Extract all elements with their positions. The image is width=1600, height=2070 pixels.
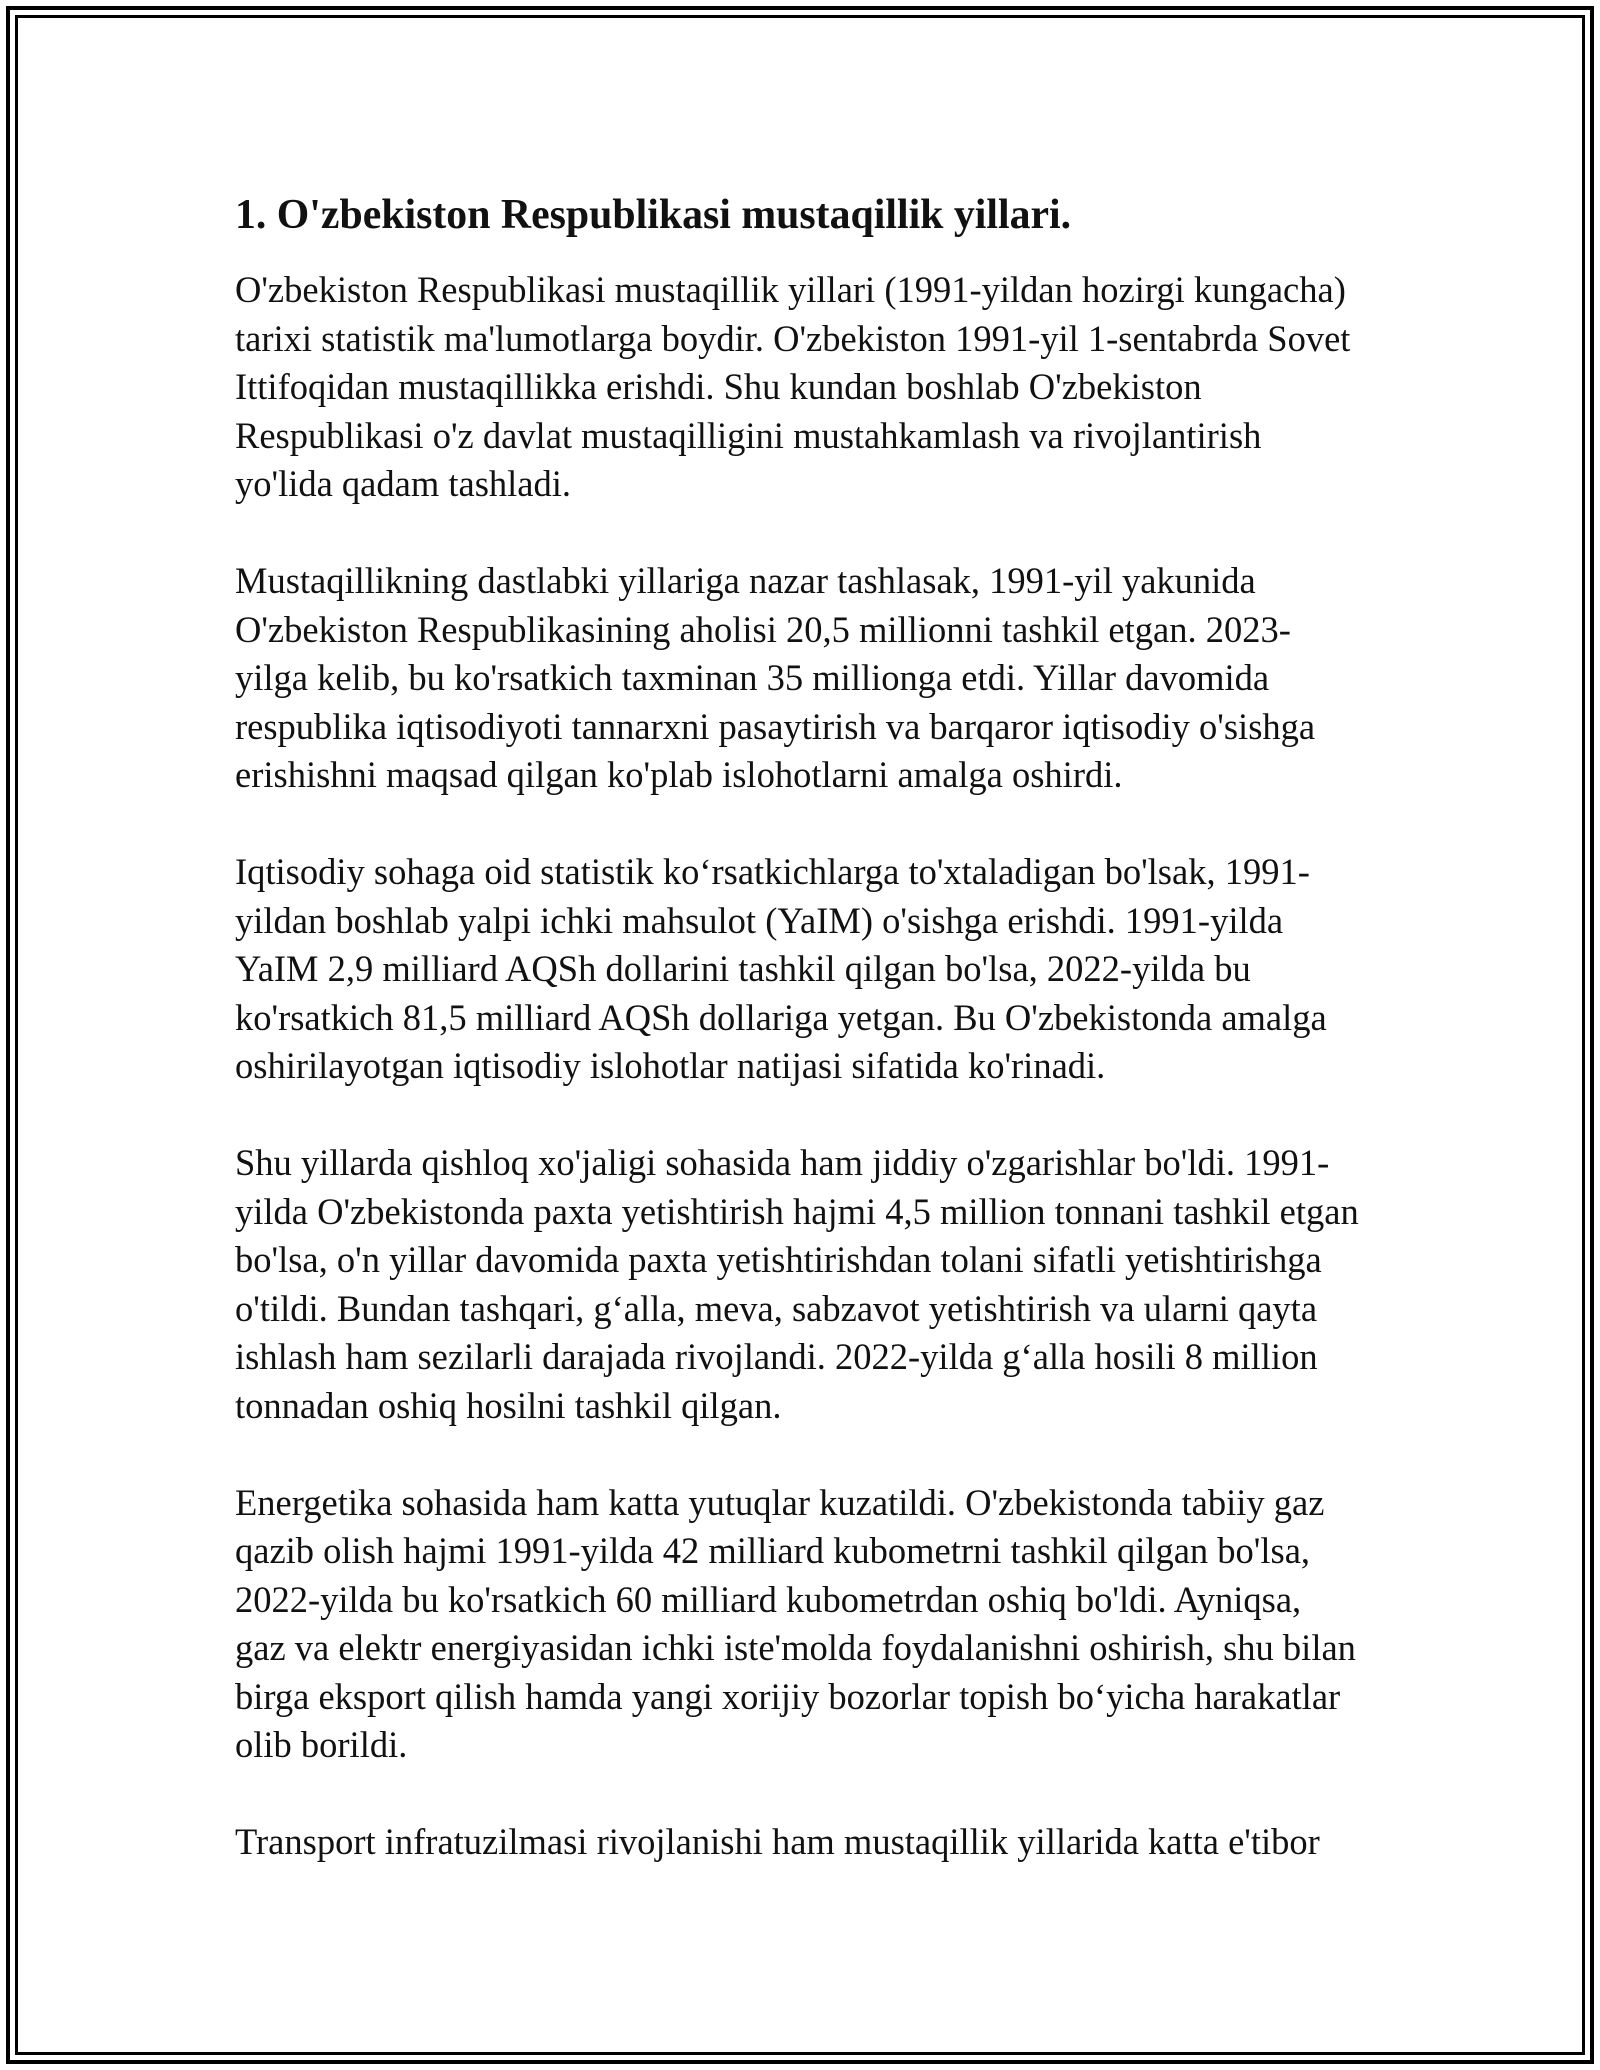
paragraph-line: gaz va elektr energiyasidan ichki iste'molda foydalanishni oshirish, shu bilan <box>235 1627 1356 1668</box>
paragraph-line: Energetika sohasida ham katta yutuqlar kuzatildi. O'zbekistonda tabiiy gaz <box>235 1481 1325 1523</box>
paragraph-line: Mustaqillikning dastlabki yillariga nazar tashlasak, 1991-yil yakunida <box>235 560 1256 601</box>
paragraph-line: tarixi statistik ma'lumotlarga boydir. O'zbekiston 1991-yil 1-sentabrda Sovet <box>235 317 1351 359</box>
paragraph-line: birga eksport qilish hamda yangi xorijiy bozorlar topish bo‘yicha harakatlar <box>235 1675 1341 1717</box>
paragraph-line: Iqtisodiy sohaga oid statistik ko‘rsatkichlarga to'xtaladigan bo'lsak, 1991- <box>235 851 1310 892</box>
paragraph-line: Shu yillarda qishloq xo'jaligi sohasida ham jiddiy o'zgarishlar bo'ldi. 1991- <box>235 1142 1330 1183</box>
document-body <box>235 266 1565 1915</box>
paragraph <box>235 266 1565 509</box>
paragraph-line: oshirilayotgan iqtisodiy islohotlar natijasi sifatida ko'rinadi. <box>235 1045 1106 1086</box>
paragraph-line: tonnadan oshiq hosilni tashkil qilgan. <box>235 1384 782 1426</box>
paragraph-line: Ittifoqidan mustaqillikka erishdi. Shu kundan boshlab O'zbekiston <box>235 366 1202 407</box>
paragraph-line: erishishni maqsad qilgan ko'plab islohotlarni amalga oshirdi. <box>235 754 1123 795</box>
paragraph <box>235 1139 1565 1430</box>
paragraph-line: Respublikasi o'z davlat mustaqilligini mustahkamlash va rivojlantirish <box>235 414 1262 456</box>
paragraph-line: ko'rsatkich 81,5 milliard AQSh dollariga yetgan. Bu O'zbekistonda amalga <box>235 996 1327 1038</box>
paragraph <box>235 1818 1565 1867</box>
paragraph-line: ishlash ham sezilarli darajada rivojlandi. 2022-yilda g‘alla hosili 8 million <box>235 1336 1318 1377</box>
paragraph-line: o'tildi. Bundan tashqari, g‘alla, meva, sabzavot yetishtirish va ularni qayta <box>235 1287 1318 1329</box>
paragraph-line: olib borildi. <box>235 1724 408 1765</box>
section-title: 1. O'zbekiston Respublikasi mustaqillik yillari. <box>235 192 1072 238</box>
paragraph-line: bo'lsa, o'n yillar davomida paxta yetishtirishdan tolani sifatli yetishtirishga <box>235 1239 1322 1280</box>
paragraph-line: yo'lida qadam tashladi. <box>235 463 572 504</box>
paragraph-line: yilga kelib, bu ko'rsatkich taxminan 35 millionga etdi. Yillar davomida <box>235 657 1270 698</box>
paragraph-line: O'zbekiston Respublikasi mustaqillik yillari (1991-yildan hozirgi kungacha) <box>235 269 1346 310</box>
paragraph-line: yilda O'zbekistonda paxta yetishtirish hajmi 4,5 million tonnani tashkil etgan <box>235 1190 1359 1232</box>
paragraph <box>235 1479 1565 1770</box>
paragraph-line: O'zbekiston Respublikasining aholisi 20,5 millionni tashkil etgan. 2023- <box>235 608 1291 650</box>
paragraph-line: 2022-yilda bu ko'rsatkich 60 milliard kubometrdan oshiq bo'ldi. Ayniqsa, <box>235 1578 1302 1620</box>
paragraph-line: respublika iqtisodiyoti tannarxni pasaytirish va barqaror iqtisodiy o'sishga <box>235 705 1316 747</box>
paragraph-line: qazib olish hajmi 1991-yilda 42 milliard kubometrni tashkil qilgan bo'lsa, <box>235 1530 1311 1571</box>
paragraph-line: yildan boshlab yalpi ichki mahsulot (YaIM) o'sishga erishdi. 1991-yilda <box>235 899 1284 941</box>
paragraph <box>235 848 1565 1091</box>
paragraph <box>235 557 1565 800</box>
paragraph-line: Transport infratuzilmasi rivojlanishi ham mustaqillik yillarida katta e'tibor <box>235 1821 1320 1862</box>
paragraph-line: YaIM 2,9 milliard AQSh dollarini tashkil qilgan bo'lsa, 2022-yilda bu <box>235 948 1251 989</box>
